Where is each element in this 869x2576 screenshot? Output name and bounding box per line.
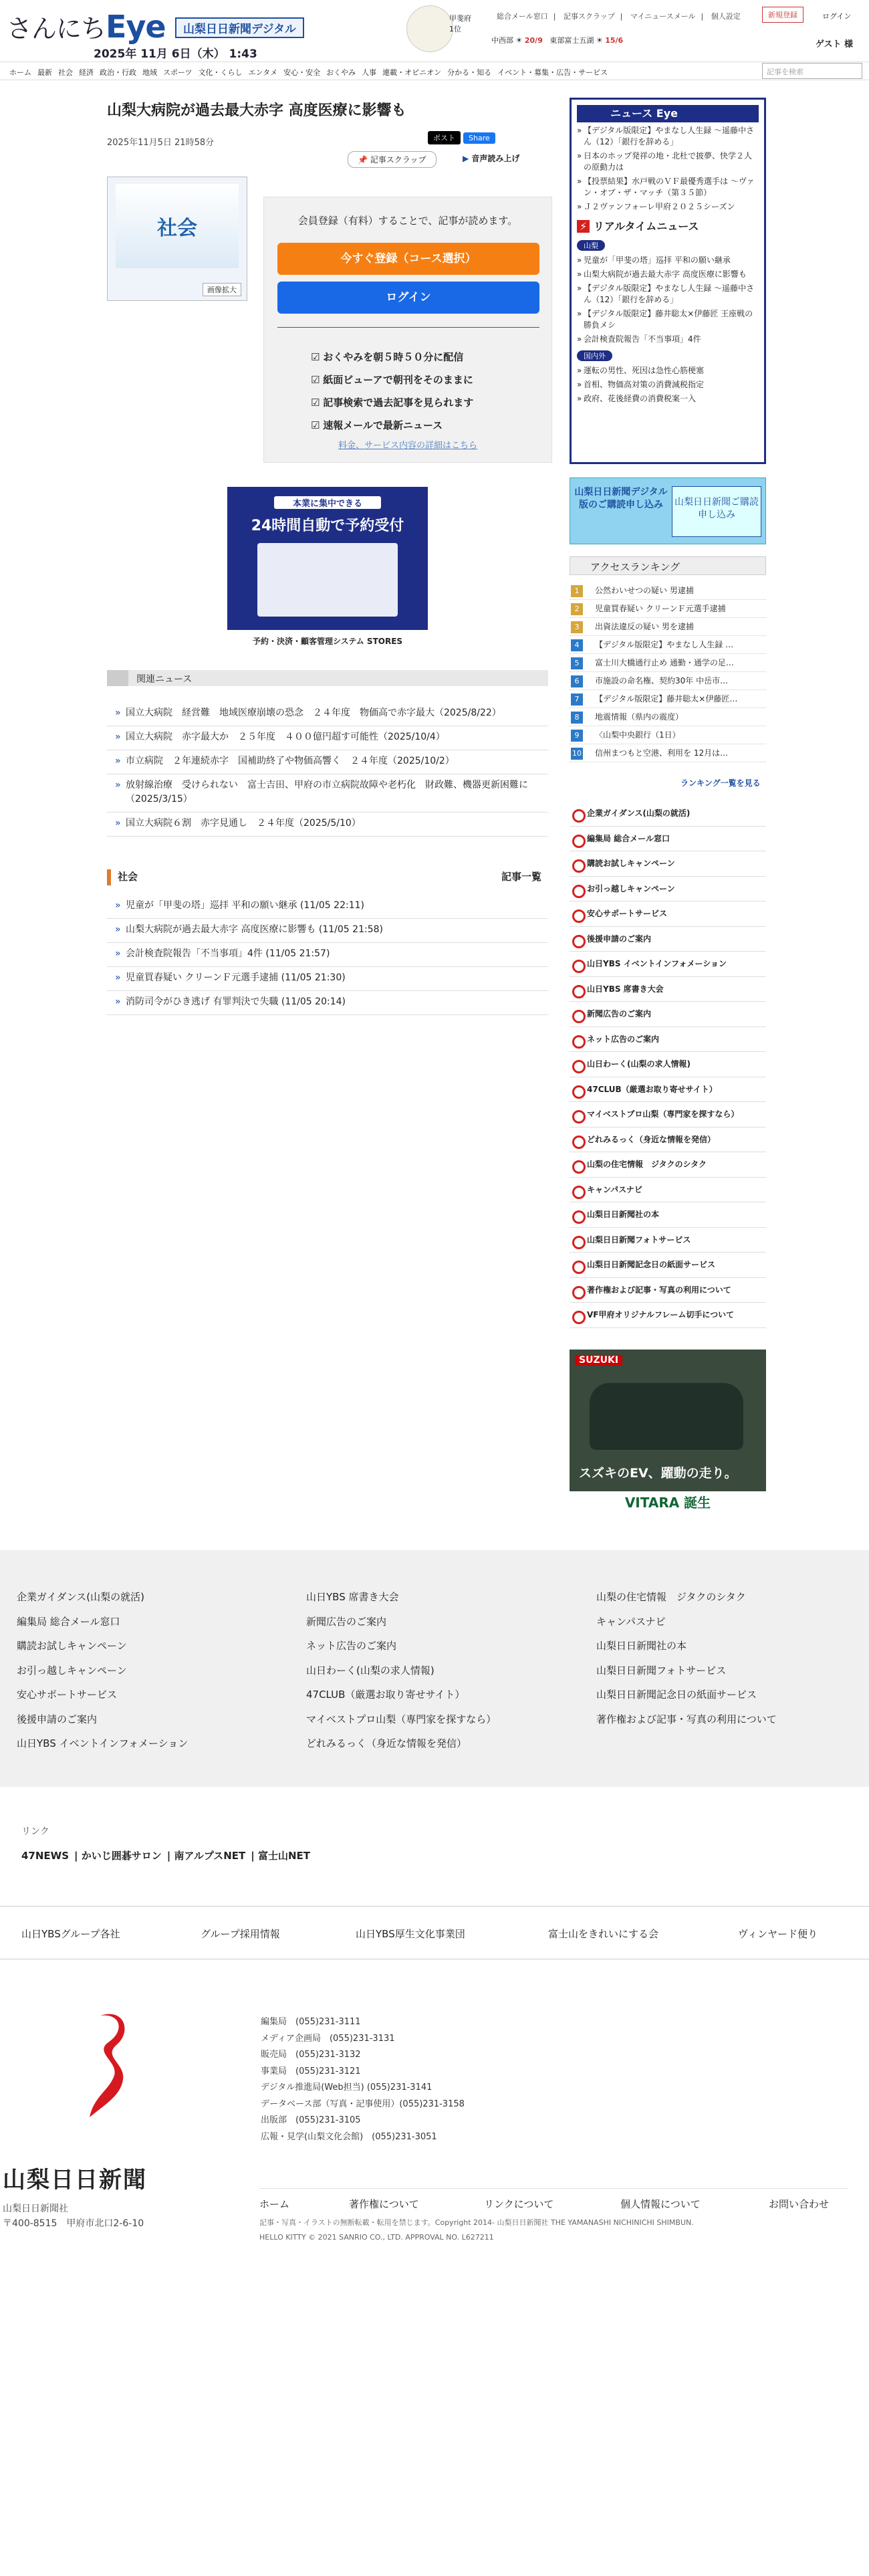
pin-icon: 📌 — [358, 155, 368, 165]
ad-model-name: VITARA 誕生 — [570, 1491, 766, 1514]
list-item[interactable] — [570, 726, 766, 744]
list-item[interactable] — [570, 690, 766, 708]
list-item[interactable]: 山日YBS 席書き大会 — [570, 977, 766, 1002]
footer-link[interactable]: 山日YBS 席書き大会 — [306, 1591, 399, 1603]
company-postal: 〒400-8515 甲府市北口2-6-10 — [3, 2218, 144, 2229]
list-item[interactable]: » 児童が「甲斐の塔」巡拝 平和の願い継承 (11/05 22:11) — [107, 895, 548, 919]
society-label: 社会 — [118, 871, 138, 883]
rank-title: 信州まつもと空港、利用を 12月は… — [595, 748, 729, 758]
list-item[interactable] — [570, 636, 766, 654]
rank-title: 【デジタル版限定】藤井聡太×伊藤匠… — [595, 694, 738, 704]
footer-link[interactable]: 企業ガイダンス(山梨の就活) — [17, 1591, 144, 1603]
copyright — [259, 2216, 694, 2245]
footer-column — [596, 1585, 777, 1731]
list-item[interactable]: ネット広告のご案内 — [570, 1027, 766, 1053]
contact-item: 広報・見学(山梨文化会館) (055)231-3051 — [261, 2131, 437, 2142]
list-item[interactable]: 山日わーく(山梨の求人情報) — [570, 1052, 766, 1077]
list-item[interactable]: マイベストプロ山梨（専門家を探すなら） — [570, 1102, 766, 1128]
nav-entertainment[interactable]: エンタメ — [248, 68, 278, 77]
list-item[interactable]: 購読お試しキャンペーン — [570, 851, 766, 877]
nav-latest[interactable]: 最新 — [37, 68, 52, 77]
play-icon: ▶ — [463, 154, 469, 163]
footer-link[interactable]: キャンパスナビ — [596, 1615, 666, 1628]
realtime-title — [577, 218, 759, 233]
footer-links — [0, 1550, 869, 1787]
list-item[interactable]: » 【デジタル版限定】やまなし人生録 〜遥藤中さん（12）「銀行を辞める」 — [577, 125, 759, 148]
ad-headline: 本業に集中できる — [274, 496, 381, 509]
partner-link[interactable]: 南アルプスNET — [174, 1850, 246, 1862]
facebook-share-button[interactable]: Share — [463, 132, 495, 144]
list-item[interactable]: » 山梨大病院が過去最大赤字 高度医療に影響も (11/05 21:58) — [107, 919, 548, 943]
group-link[interactable]: ヴィンヤード便り — [738, 1928, 818, 1940]
group-link[interactable]: 山日YBS厚生文化事業団 — [356, 1928, 465, 1940]
list-item[interactable]: » 国立大病院６割 赤字見通し ２４年度（2025/5/10） — [107, 813, 548, 837]
society-heading — [107, 869, 548, 885]
digital-subscribe[interactable]: 山梨日日新聞デジタル版のご購読申し込み — [574, 487, 668, 510]
benefit-item: ☑ 速報メールで最新ニュース — [311, 414, 473, 437]
list-item[interactable]: » 児童が「甲斐の塔」巡拝 平和の願い継承 — [577, 255, 759, 266]
x-share-button[interactable]: ポスト — [428, 131, 461, 144]
car-image — [590, 1383, 743, 1450]
newspaper-name: 山梨日日新聞 — [3, 2167, 147, 2193]
nav-obituary[interactable]: おくやみ — [326, 68, 356, 77]
nav-events[interactable]: イベント・募集・広告・サービス — [497, 68, 608, 77]
list-item[interactable]: » 日本のホップ発祥の地・北杜で披夢、快学２人の原動力は — [577, 150, 759, 173]
contact-item: データベース部（写真・記事使用）(055)231-3158 — [261, 2099, 465, 2109]
rank-title: 地震情報（県内の震度） — [595, 712, 684, 722]
toplink-settings[interactable]: 個人設定 — [711, 12, 741, 21]
related-list — [107, 702, 548, 837]
benefit-item: ☑ おくやみを朝５時５０分に配信 — [311, 346, 473, 368]
brand-subtitle: 山梨日日新聞デジタル — [175, 17, 304, 38]
footer-link[interactable]: 編集局 総合メール窓口 — [17, 1615, 120, 1628]
category-image-label: 社会 — [116, 184, 239, 268]
nav-opinion[interactable]: 連載・オピニオン — [382, 68, 442, 77]
ad-device-image — [257, 543, 398, 617]
footer-nav-home[interactable]: ホーム — [259, 2198, 290, 2210]
login-button[interactable]: ログイン — [277, 282, 539, 314]
list-item[interactable]: 後援申請のご案内 — [570, 927, 766, 952]
list-item[interactable]: キャンパスナビ — [570, 1178, 766, 1203]
list-item[interactable]: 47CLUB（厳選お取り寄せサイト） — [570, 1077, 766, 1103]
lightning-icon: ⚡ — [577, 220, 590, 233]
group-links — [0, 1906, 869, 1959]
footer-link[interactable]: 山梨日日新聞記念日の紙面サービス — [596, 1689, 757, 1701]
footer-link[interactable]: ネット広告のご案内 — [306, 1640, 397, 1652]
guest-label: ゲスト 様 — [816, 39, 854, 49]
mascot-image — [406, 5, 453, 52]
subscription-banner[interactable] — [570, 477, 766, 544]
article-date: 2025年11月5日 21時58分 — [107, 138, 215, 148]
nav-home[interactable]: ホーム — [9, 68, 31, 77]
list-item[interactable] — [570, 654, 766, 672]
footer-link[interactable]: 山日YBS イベントインフォメーション — [17, 1737, 189, 1749]
benefit-item: ☑ 記事検索で過去記事を見られます — [311, 391, 473, 414]
company-name: 山梨日日新聞社 — [3, 2204, 68, 2214]
rank-title: 児童買春疑い クリーンＦ元選手逮捕 — [595, 604, 726, 613]
rank-number: 6 — [571, 675, 583, 687]
paywall-box — [263, 197, 552, 463]
list-item[interactable]: お引っ越しキャンペーン — [570, 877, 766, 902]
rank-number: 1 — [571, 585, 583, 597]
list-item[interactable]: » 運転の男性、死因は急性心筋梗塞 — [577, 365, 759, 377]
list-item[interactable]: 山梨日日新聞記念日の紙面サービス — [570, 1253, 766, 1278]
newspaper-logo-mark — [74, 2010, 140, 2124]
news-eye-list — [577, 125, 759, 213]
list-item[interactable]: » 児童買春疑い クリーンＦ元選手逮捕 (11/05 21:30) — [107, 967, 548, 991]
logo-text: さんにち — [7, 14, 106, 43]
nav-region[interactable]: 地域 — [142, 68, 157, 77]
footer-link[interactable]: お引っ越しキャンペーン — [17, 1664, 127, 1677]
site-header — [0, 0, 869, 80]
rank-title: 公然わいせつの疑い 男逮捕 — [595, 586, 694, 595]
rank-title: 市施設の命名権、契約30年 中岳市… — [595, 676, 729, 685]
weather-icon-2: ☀ — [596, 36, 603, 45]
list-item[interactable] — [570, 708, 766, 726]
footer-link[interactable]: 山梨日日新聞フォトサービス — [596, 1664, 727, 1677]
paper-subscribe[interactable]: 山梨日日新聞ご購読申し込み — [672, 486, 761, 537]
article-title: 山梨大病院が過去最大赤字 高度医療に影響も — [107, 102, 406, 119]
toplink-scrap[interactable]: 記事スクラップ — [563, 12, 615, 21]
ranking-more-link[interactable]: ランキング一覧を見る — [680, 778, 761, 788]
main-nav — [0, 62, 869, 80]
footer-link[interactable]: どれみるっく（身近な情報を発信） — [306, 1737, 467, 1749]
footer-nav-copyright[interactable]: 著作権について — [349, 2198, 419, 2210]
footer-link[interactable]: 購読お試しキャンペーン — [17, 1640, 127, 1652]
rank-number: 7 — [571, 693, 583, 706]
list-item[interactable]: » 【デジタル版限定】藤井聡太×伊藤匠 王座戦の勝負メシ — [577, 308, 759, 331]
list-item[interactable]: 山梨日日新聞社の本 — [570, 1202, 766, 1228]
voice-button[interactable] — [463, 152, 519, 164]
contact-item: 事業局 (055)231-3121 — [261, 2066, 361, 2076]
benefit-item: ☑ 紙面ビューアで朝刊をそのままに — [311, 368, 473, 391]
partner-link[interactable]: かいじ囲碁サロン — [81, 1850, 162, 1862]
realtime-list-2 — [577, 365, 759, 405]
society-list — [107, 895, 548, 1015]
rank-number: 2 — [571, 603, 583, 615]
list-item[interactable]: VF甲府オリジナルフレーム切手について — [570, 1303, 766, 1328]
site-logo[interactable] — [7, 8, 166, 45]
weather-area: 中西部 — [491, 36, 513, 45]
list-item[interactable]: » 市立病院 ２年連続赤字 国補助終了や物価高響く ２４年度（2025/10/2） — [107, 750, 548, 774]
contact-item: 出版部 (055)231-3105 — [261, 2115, 361, 2125]
list-item[interactable] — [570, 744, 766, 762]
rank-title: 出資法違反の疑い 男を逮捕 — [595, 622, 694, 631]
footer-link[interactable]: 著作権および記事・写真の利用について — [596, 1713, 777, 1725]
list-item[interactable] — [570, 618, 766, 636]
footer-nav-links[interactable]: リンクについて — [484, 2198, 554, 2210]
list-item[interactable]: 著作権および記事・写真の利用について — [570, 1278, 766, 1303]
rank-number: 8 — [571, 712, 583, 724]
rank-title: 【デジタル版限定】やまなし人生録 … — [595, 640, 734, 649]
link-heading: リンク — [21, 1826, 49, 1837]
company-address — [3, 2202, 144, 2231]
related-heading: 関連ニュース — [107, 670, 548, 686]
nav-personnel[interactable]: 人事 — [362, 68, 377, 77]
advertisement[interactable] — [227, 487, 428, 654]
contact-item: メディア企画局 (055)231-3131 — [261, 2033, 395, 2044]
benefit-list — [311, 346, 473, 437]
signup-button[interactable]: 新規登録 — [762, 7, 803, 23]
news-eye-title: ニュース Eye — [577, 105, 759, 122]
rank-number: 3 — [571, 621, 583, 633]
scrap-button[interactable] — [348, 151, 437, 168]
list-item[interactable]: » 消防司令がひき逃げ 有罪判決で失職 (11/05 20:14) — [107, 991, 548, 1015]
list-item[interactable]: » 会計検査院報告「不当事項」4件 — [577, 334, 759, 345]
news-eye-box — [570, 98, 766, 464]
list-item[interactable]: 新聞広告のご案内 — [570, 1002, 766, 1027]
list-item[interactable] — [570, 600, 766, 618]
group-link[interactable]: 富士山をきれいにする会 — [548, 1928, 659, 1940]
copyright-line: 記事・写真・イラストの無断転載・転用を禁じます。Copyright 2014- 山梨日日新聞社 THE YAMANASHI NICHINICHI SHIMBUN. — [259, 2218, 694, 2227]
current-date: 2025年 11月 6日（木） 1:43 — [94, 47, 257, 61]
footer-column — [17, 1585, 188, 1756]
list-item[interactable]: » 【デジタル版限定】やまなし人生録 〜遥藤中さん（12）「銀行を辞める」 — [577, 283, 759, 306]
footer-column — [306, 1585, 496, 1756]
footer-link[interactable]: 後援申請のご案内 — [17, 1713, 98, 1725]
article-image[interactable] — [107, 177, 247, 301]
list-item[interactable] — [570, 672, 766, 690]
ranking-heading: アクセスランキング — [570, 556, 766, 575]
nav-culture[interactable]: 文化・くらし — [198, 68, 243, 77]
partner-links: 47NEWS | かいじ囲碁サロン | 南アルプスNET | 富士山NET — [21, 1850, 311, 1862]
list-item[interactable]: 編集局 総合メール窓口 — [570, 827, 766, 852]
footer-nav-contact[interactable]: お問い合わせ — [769, 2198, 830, 2210]
top-links: 総合メール窓口 | 記事スクラップ | マイニュースメール | 個人設定 — [497, 12, 741, 21]
list-item[interactable]: 山日YBS イベントインフォメーション — [570, 952, 766, 977]
rank-number: 4 — [571, 639, 583, 651]
footer-link[interactable]: 新聞広告のご案内 — [306, 1615, 387, 1628]
login-link[interactable]: ログイン — [822, 12, 852, 21]
realtime-label: リアルタイムニュース — [593, 220, 699, 233]
contact-item: 編集局 (055)231-3111 — [261, 2017, 361, 2027]
list-item[interactable]: どれみるっく（身近な情報を発信） — [570, 1128, 766, 1153]
group-link[interactable]: 山日YBSグループ各社 — [21, 1928, 120, 1940]
weather-temp-2: 15/6 — [605, 36, 624, 45]
toplink-mail[interactable]: 総合メール窓口 — [497, 12, 548, 21]
mascot-caption: 甲斐府 1位 — [449, 14, 471, 33]
divider — [277, 327, 539, 328]
list-item[interactable]: » 【投票結果】水戸戦のＶＦ最優秀選手は 〜ヴァン・オブ・ザ・マッチ（第３５節） — [577, 176, 759, 199]
more-link[interactable]: 記事一覧 — [501, 871, 541, 883]
search-input[interactable]: 記事を検索 — [762, 63, 862, 79]
rank-number: 10 — [571, 748, 583, 760]
toplink-newsmail[interactable]: マイニュースメール — [630, 12, 696, 21]
car-advertisement[interactable] — [570, 1350, 766, 1514]
contact-list — [261, 2014, 465, 2145]
list-item[interactable]: 安心サポートサービス — [570, 901, 766, 927]
list-item[interactable]: » 国立大病院 経営難 地域医療崩壊の恐念 ２４年度 物価高で赤字最大（2025/8/22） — [107, 702, 548, 726]
footer-link[interactable]: 山梨日日新聞社の本 — [596, 1640, 687, 1652]
rank-number: 5 — [571, 657, 583, 669]
ranking-list — [570, 582, 766, 762]
nav-safety[interactable]: 安心・安全 — [283, 68, 321, 77]
list-item[interactable]: » 政府、花後経費の消費税案一入 — [577, 393, 759, 405]
nav-society[interactable]: 社会 — [58, 68, 73, 77]
voice-label: 音声読み上げ — [471, 154, 520, 163]
list-item[interactable]: 企業ガイダンス(山梨の就活) — [570, 801, 766, 827]
pricing-link[interactable]: 料金、サービス内容の詳細はこちら — [338, 441, 477, 451]
contact-item: 販売局 (055)231-3132 — [261, 2050, 361, 2060]
footer-link[interactable]: マイベストプロ山梨（専門家を探すなら） — [306, 1713, 497, 1725]
weather-temp: 20/9 — [524, 36, 543, 45]
partner-link[interactable]: 47NEWS — [21, 1850, 70, 1862]
list-item[interactable]: » 首相、物価高対策の消費減税指定 — [577, 379, 759, 391]
ad-title: 24時間自動で予約受付 — [251, 518, 404, 534]
service-links — [570, 801, 766, 1328]
list-item[interactable]: » 山梨大病院が過去最大赤字 高度医療に影響も — [577, 269, 759, 280]
paywall-message: 会員登録（有料）することで、記事が読めます。 — [297, 215, 518, 227]
rank-title: 富士川大橋通行止め 通勤・通学の足… — [595, 658, 734, 667]
copyright-line: HELLO KITTY © 2021 SANRIO CO., LTD. APPROVAL NO. L627211 — [259, 2233, 494, 2242]
weather-row — [491, 35, 623, 45]
contact-item: デジタル推進局(Web担当) (055)231-3141 — [261, 2082, 432, 2092]
list-item[interactable]: 山梨の住宅情報 ジタクのシタク — [570, 1152, 766, 1178]
partner-link[interactable]: 富士山NET — [258, 1850, 311, 1862]
rank-title: 〈山梨中央銀行（1日） — [595, 730, 680, 740]
list-item[interactable]: » 放射線治療 受けられない 富士吉田、甲府の市立病院故障や老朽化 財政難、機器更新困難に（2025/3/15） — [107, 774, 548, 813]
logo-eye: Eye — [106, 9, 166, 45]
realtime-list — [577, 255, 759, 345]
list-item[interactable]: » 国立大病院 赤字最大か ２５年度 ４００億円超す可能性（2025/10/4） — [107, 726, 548, 750]
register-button[interactable]: 今すぐ登録（コース選択） — [277, 243, 539, 275]
ad-brand: SUZUKI — [575, 1355, 622, 1366]
tag-yamanashi[interactable]: 山梨 — [577, 240, 605, 251]
tag-domestic[interactable]: 国内外 — [577, 350, 612, 361]
nav-politics[interactable]: 政治・行政 — [100, 68, 136, 77]
footer-link[interactable]: 安心サポートサービス — [17, 1689, 118, 1701]
share-buttons — [428, 131, 498, 144]
footer-link[interactable]: 山日わーく(山梨の求人情報) — [306, 1664, 434, 1677]
ad-banner — [227, 487, 428, 630]
rank-number: 9 — [571, 730, 583, 742]
group-link[interactable]: グループ採用情報 — [201, 1928, 280, 1940]
nav-explained[interactable]: 分かる・知る — [447, 68, 492, 77]
footer-link[interactable]: 47CLUB（厳選お取り寄せサイト） — [306, 1689, 465, 1701]
nav-sports[interactable]: スポーツ — [163, 68, 193, 77]
footer-nav-privacy[interactable]: 個人情報について — [620, 2198, 701, 2210]
list-item[interactable]: 山梨日日新聞フォトサービス — [570, 1228, 766, 1253]
list-item[interactable]: » 会計検査院報告「不当事項」4件 (11/05 21:57) — [107, 943, 548, 967]
ad-caption: 予約・決済・顧客管理システム STORES — [252, 637, 403, 646]
zoom-button[interactable]: 画像拡大 — [203, 283, 241, 296]
ad-copy: スズキのEV、躍動の走り。 — [579, 1466, 737, 1481]
footer-link[interactable]: 山梨の住宅情報 ジタクのシタク — [596, 1591, 746, 1603]
nav-economy[interactable]: 経済 — [79, 68, 94, 77]
footer-nav — [259, 2188, 848, 2210]
weather-area-2: 東部富士五湖 — [549, 36, 594, 45]
weather-icon: ☀ — [515, 36, 523, 45]
list-item[interactable] — [570, 582, 766, 600]
scrap-label: 記事スクラップ — [370, 155, 426, 165]
list-item[interactable]: » Ｊ２ヴァンフォーレ甲府２０２５シーズン — [577, 201, 759, 213]
